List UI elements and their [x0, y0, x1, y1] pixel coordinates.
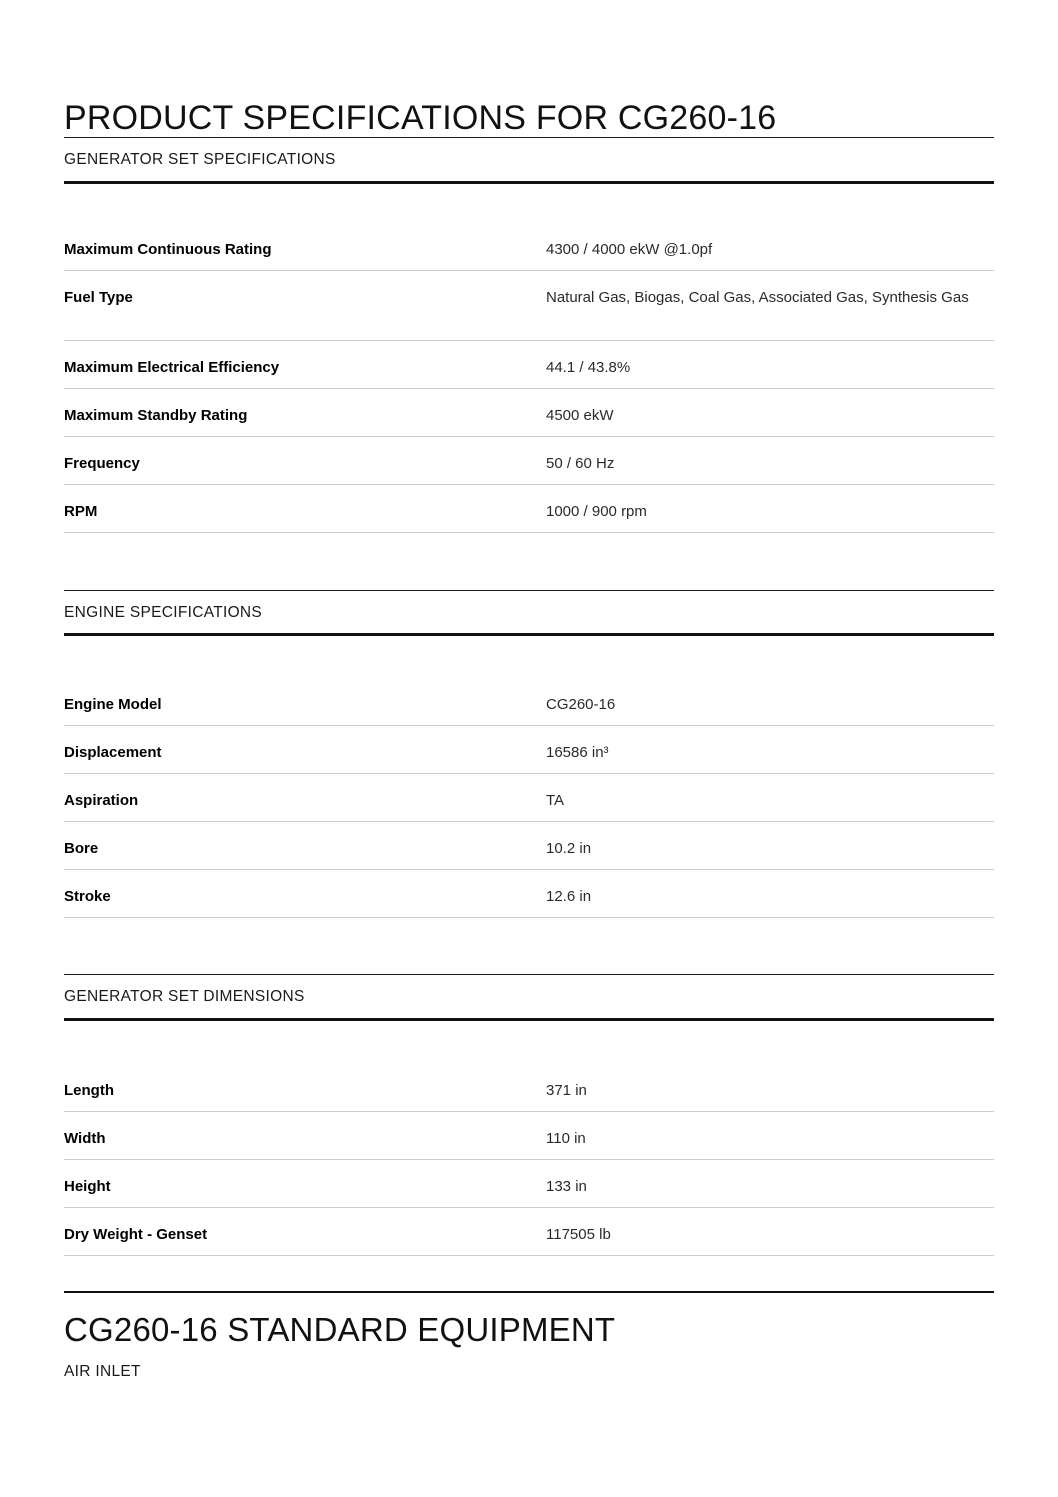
table-row [64, 870, 994, 918]
spec-label: Stroke [64, 888, 111, 906]
spec-value: 16586 in³ [546, 744, 609, 762]
spec-value: 117505 lb [546, 1225, 611, 1243]
table-row [64, 1159, 994, 1207]
page-title: PRODUCT SPECIFICATIONS FOR CG260-16 [64, 99, 777, 137]
section-header [64, 974, 994, 1021]
section-generator-set-dimensions [64, 974, 994, 1291]
spacer [64, 1021, 994, 1064]
spec-value: 371 in [546, 1081, 587, 1099]
equipment-category-air-inlet: AIR INLET [64, 1362, 141, 1380]
table-row [64, 726, 994, 774]
document-content [64, 0, 994, 1379]
table-row [64, 340, 994, 388]
table-row [64, 774, 994, 822]
section-generator-set-specifications [64, 137, 994, 590]
section-standard-equipment [64, 1291, 994, 1379]
spec-value: 12.6 in [546, 888, 592, 906]
spacer [64, 636, 994, 678]
equipment-title: CG260-16 STANDARD EQUIPMENT [64, 1310, 616, 1348]
spec-label: Length [64, 1081, 114, 1099]
spec-value: 4500 ekW [546, 406, 614, 424]
section-header [64, 137, 994, 184]
spec-table [64, 678, 994, 918]
table-row [64, 388, 994, 436]
table-row [64, 436, 994, 484]
spacer [64, 918, 994, 974]
spec-value: 50 / 60 Hz [546, 454, 615, 472]
spec-value: 44.1 / 43.8% [546, 358, 631, 376]
spec-value: 133 in [546, 1177, 587, 1195]
spec-value: 4300 / 4000 ekW @1.0pf [546, 240, 713, 258]
spec-label: Fuel Type [64, 288, 133, 306]
table-row [64, 822, 994, 870]
spec-label: RPM [64, 502, 98, 520]
spec-value: Natural Gas, Biogas, Coal Gas, Associated Gas, Synthesis Gas [546, 288, 969, 306]
spec-table [64, 1064, 994, 1256]
spec-value: 110 in [546, 1129, 586, 1147]
section-title: GENERATOR SET DIMENSIONS [64, 988, 305, 1006]
spec-label: Frequency [64, 454, 140, 472]
spec-label: Maximum Standby Rating [64, 406, 248, 424]
spec-label: Bore [64, 840, 99, 858]
spec-value: TA [546, 792, 565, 810]
spec-label: Displacement [64, 744, 162, 762]
spacer [64, 184, 994, 223]
spec-label: Height [64, 1177, 111, 1195]
section-engine-specifications [64, 590, 994, 975]
spec-table [64, 223, 994, 533]
spec-label: Width [64, 1129, 106, 1147]
section-title: GENERATOR SET SPECIFICATIONS [64, 151, 336, 169]
spacer [64, 533, 994, 590]
spec-label: Maximum Continuous Rating [64, 240, 272, 258]
table-row [64, 1064, 994, 1112]
table-row [64, 270, 994, 340]
table-row [64, 1207, 994, 1255]
spec-label: Dry Weight - Genset [64, 1225, 208, 1243]
spec-value: 10.2 in [546, 840, 592, 858]
spec-value: CG260-16 [546, 696, 616, 714]
table-row [64, 484, 994, 532]
spec-value: 1000 / 900 rpm [546, 502, 647, 520]
table-row [64, 678, 994, 726]
table-row [64, 1111, 994, 1159]
spec-label: Aspiration [64, 792, 139, 810]
section-title: ENGINE SPECIFICATIONS [64, 603, 263, 621]
spec-label: Maximum Electrical Efficiency [64, 358, 280, 376]
spec-label: Engine Model [64, 696, 162, 714]
spacer [64, 1256, 994, 1291]
section-header [64, 590, 994, 637]
table-row [64, 223, 994, 271]
